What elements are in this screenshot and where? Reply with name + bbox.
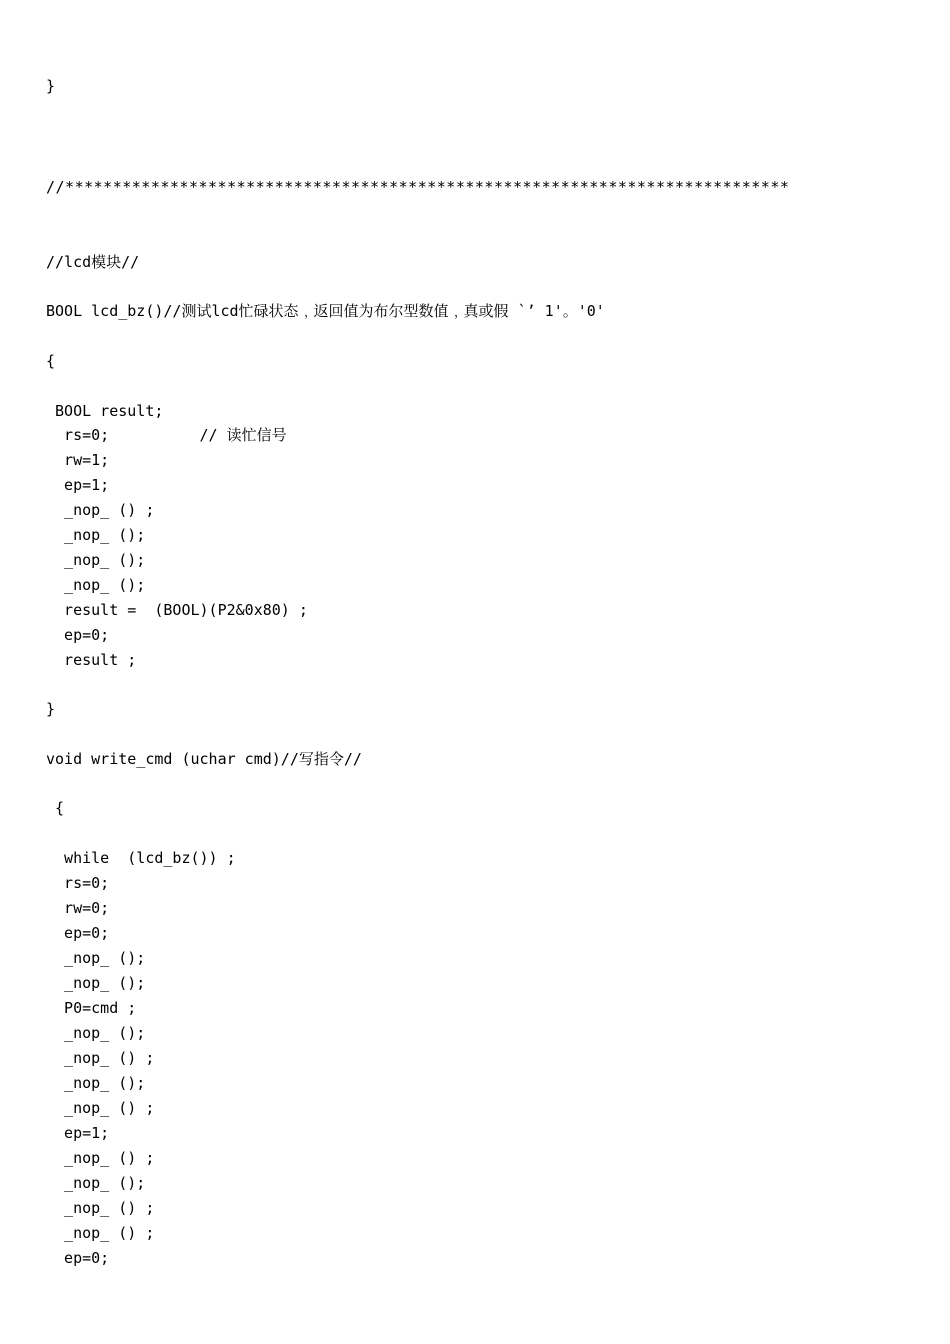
code-line: _nop_ () ;	[46, 501, 155, 519]
code-line: _nop_ () ;	[46, 1099, 155, 1117]
code-line: _nop_ () ;	[46, 1224, 155, 1242]
code-line: _nop_ ();	[46, 1024, 146, 1042]
code-line: BOOL lcd_bz()//测试lcd忙碌状态﹐返回值为布尔型数值﹐真或假 `’ 1'。'0'	[46, 302, 605, 320]
code-line: rs=0; // 读忙信号	[46, 426, 287, 444]
code-line: {	[46, 352, 56, 370]
code-line: }	[46, 77, 56, 95]
code-line: ep=1;	[46, 1124, 110, 1142]
code-line: result ;	[46, 651, 137, 669]
code-line: _nop_ ();	[46, 576, 146, 594]
code-line: }	[46, 700, 56, 718]
code-line: ep=0;	[46, 1249, 110, 1267]
code-line: while (lcd_bz()) ;	[46, 849, 236, 867]
code-line: _nop_ ();	[46, 551, 146, 569]
code-line: rs=0;	[46, 874, 110, 892]
code-line: _nop_ ();	[46, 949, 146, 967]
code-line: _nop_ ();	[46, 1074, 146, 1092]
code-line: result = (BOOL)(P2&0x80) ;	[46, 601, 308, 619]
code-line: rw=1;	[46, 451, 110, 469]
code-line: //****************************************************************************	[46, 178, 790, 196]
code-line: BOOL result;	[46, 402, 164, 420]
code-line: {	[46, 799, 65, 817]
code-line: _nop_ ();	[46, 526, 146, 544]
code-line: _nop_ () ;	[46, 1049, 155, 1067]
code-line: _nop_ ();	[46, 1174, 146, 1192]
code-line: _nop_ () ;	[46, 1149, 155, 1167]
code-line: _nop_ ();	[46, 974, 146, 992]
code-line: ep=0;	[46, 924, 110, 942]
code-line: void write_cmd (uchar cmd)//写指令//	[46, 750, 362, 768]
code-line: //lcd模块//	[46, 253, 140, 271]
code-line: ep=0;	[46, 626, 110, 644]
code-line: P0=cmd ;	[46, 999, 137, 1017]
code-line: _nop_ () ;	[46, 1199, 155, 1217]
code-line: ep=1;	[46, 476, 110, 494]
code-line: rw=0;	[46, 899, 110, 917]
